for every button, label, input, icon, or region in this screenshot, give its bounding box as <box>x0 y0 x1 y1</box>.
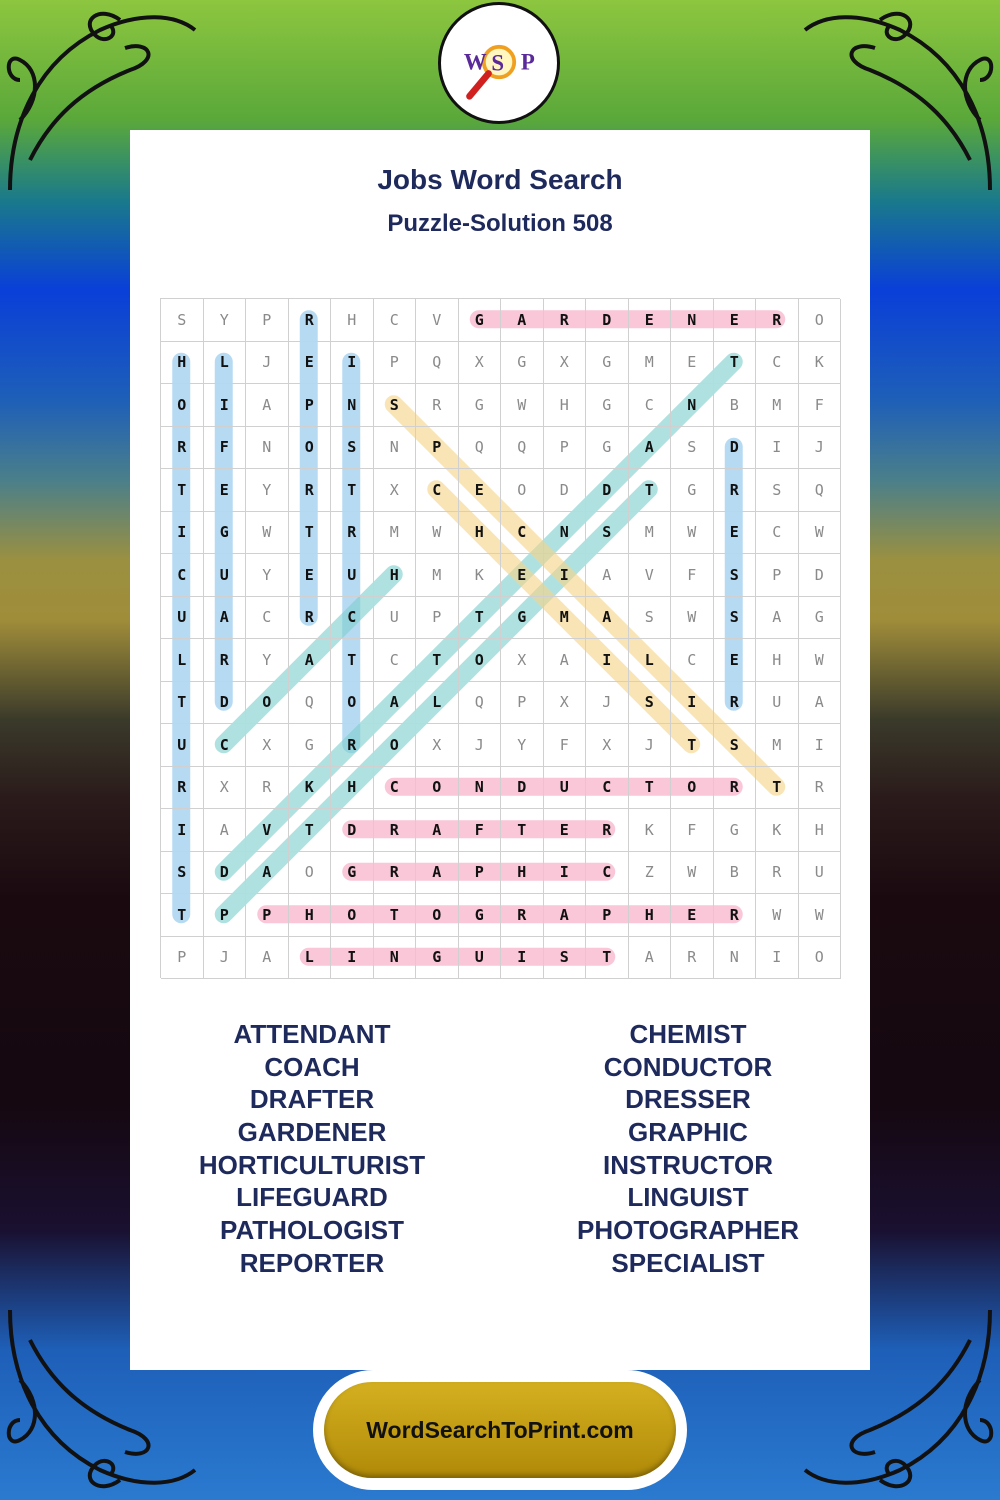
grid-cell[interactable]: F <box>459 809 502 852</box>
grid-cell[interactable]: M <box>756 384 799 427</box>
grid-cell[interactable]: A <box>629 427 672 470</box>
grid-cell[interactable]: K <box>459 554 502 597</box>
word-list-item: DRESSER <box>625 1084 751 1115</box>
grid-cell[interactable]: E <box>544 809 587 852</box>
grid-cell[interactable]: G <box>459 384 502 427</box>
grid-cell[interactable]: Q <box>289 682 332 725</box>
word-list-item: DRAFTER <box>249 1084 375 1115</box>
grid-cell[interactable]: T <box>501 809 544 852</box>
grid-cell[interactable]: O <box>331 682 374 725</box>
grid-cell[interactable]: S <box>714 554 757 597</box>
grid-cell[interactable]: C <box>756 342 799 385</box>
grid-cell[interactable]: W <box>799 639 842 682</box>
grid-cell[interactable]: A <box>204 597 247 640</box>
grid-cell[interactable]: P <box>289 384 332 427</box>
grid-cell[interactable]: B <box>714 384 757 427</box>
grid-cell[interactable]: H <box>374 554 417 597</box>
grid-cell[interactable]: S <box>629 597 672 640</box>
word-list-item: INSTRUCTOR <box>603 1149 773 1180</box>
grid-cell[interactable]: L <box>204 342 247 385</box>
grid-cell[interactable]: U <box>204 554 247 597</box>
grid-cell[interactable]: G <box>799 597 842 640</box>
grid-cell[interactable]: S <box>544 937 587 980</box>
grid-cell[interactable]: P <box>416 427 459 470</box>
grid-cell[interactable]: X <box>544 342 587 385</box>
grid-cell[interactable]: F <box>544 724 587 767</box>
grid-cell[interactable]: Z <box>629 852 672 895</box>
grid-cell[interactable]: R <box>544 299 587 342</box>
grid-cell[interactable]: N <box>714 937 757 980</box>
grid-cell[interactable]: P <box>586 894 629 937</box>
word-list-item: GARDENER <box>237 1117 387 1148</box>
grid-cell[interactable]: E <box>714 299 757 342</box>
grid-cell[interactable]: X <box>586 724 629 767</box>
grid-cell[interactable]: P <box>246 299 289 342</box>
grid-cell[interactable]: S <box>756 469 799 512</box>
grid-cell[interactable]: O <box>799 299 842 342</box>
grid-cell[interactable]: G <box>586 342 629 385</box>
grid-cell[interactable]: D <box>586 469 629 512</box>
grid-cell[interactable]: T <box>671 724 714 767</box>
grid-cell[interactable]: E <box>204 469 247 512</box>
grid-cell[interactable]: W <box>756 894 799 937</box>
grid-cell[interactable]: P <box>544 427 587 470</box>
grid-cell[interactable]: I <box>671 682 714 725</box>
grid-cell[interactable]: R <box>204 639 247 682</box>
grid-cell[interactable]: A <box>416 809 459 852</box>
grid-cell[interactable]: O <box>161 384 204 427</box>
grid-cell[interactable]: A <box>586 597 629 640</box>
grid-cell[interactable]: U <box>374 597 417 640</box>
grid-cell[interactable]: I <box>544 852 587 895</box>
grid-cell[interactable]: H <box>799 809 842 852</box>
grid-cell[interactable]: H <box>331 299 374 342</box>
grid-cell[interactable]: O <box>331 894 374 937</box>
grid-cell[interactable]: T <box>416 639 459 682</box>
grid-cell[interactable]: E <box>629 299 672 342</box>
grid-cell[interactable]: T <box>161 682 204 725</box>
grid-cell[interactable]: K <box>799 342 842 385</box>
grid-cell[interactable]: P <box>756 554 799 597</box>
grid-cell[interactable]: T <box>161 894 204 937</box>
grid-cell[interactable]: I <box>501 937 544 980</box>
grid-cell[interactable]: O <box>416 894 459 937</box>
grid-cell[interactable]: P <box>501 682 544 725</box>
grid-cell[interactable]: G <box>459 299 502 342</box>
grid-cell[interactable]: U <box>459 937 502 980</box>
grid-cell[interactable]: E <box>714 639 757 682</box>
grid-cell[interactable]: M <box>756 724 799 767</box>
site-link-button[interactable]: WordSearchToPrint.com <box>324 1382 676 1478</box>
grid-cell[interactable]: E <box>289 554 332 597</box>
grid-cell[interactable]: E <box>459 469 502 512</box>
grid-cell[interactable]: X <box>246 724 289 767</box>
grid-cell[interactable]: W <box>246 512 289 555</box>
grid-cell[interactable]: I <box>331 342 374 385</box>
grid-cell[interactable]: I <box>204 384 247 427</box>
grid-cell[interactable]: S <box>714 724 757 767</box>
grid-cell[interactable]: T <box>714 342 757 385</box>
grid-cell[interactable]: M <box>374 512 417 555</box>
grid-cell[interactable]: E <box>714 512 757 555</box>
grid-cell[interactable]: W <box>501 384 544 427</box>
grid-cell[interactable]: A <box>289 639 332 682</box>
grid-cell[interactable]: T <box>289 809 332 852</box>
logo-letter-w: W <box>463 49 487 75</box>
grid-cell[interactable]: W <box>671 597 714 640</box>
grid-cell[interactable]: R <box>416 384 459 427</box>
grid-cell[interactable]: E <box>501 554 544 597</box>
page-subtitle: Puzzle-Solution 508 <box>387 210 613 237</box>
logo-letter-s: S <box>491 50 505 76</box>
grid-cell[interactable]: S <box>586 512 629 555</box>
grid-cell[interactable]: K <box>629 809 672 852</box>
page-title: Jobs Word Search <box>377 164 623 195</box>
grid-cell[interactable]: X <box>501 639 544 682</box>
word-list-item: REPORTER <box>239 1247 385 1278</box>
grid-cell[interactable]: R <box>586 809 629 852</box>
grid-cell[interactable]: P <box>246 894 289 937</box>
grid-cell[interactable]: W <box>416 512 459 555</box>
grid-cell[interactable]: C <box>756 512 799 555</box>
grid-cell[interactable]: Q <box>501 427 544 470</box>
grid-cell[interactable]: H <box>544 384 587 427</box>
grid-cell[interactable]: T <box>331 639 374 682</box>
grid-cell[interactable]: C <box>586 767 629 810</box>
grid-cell[interactable]: R <box>756 299 799 342</box>
grid-cell[interactable]: R <box>671 937 714 980</box>
grid-cell[interactable]: W <box>671 512 714 555</box>
grid-cell[interactable]: C <box>374 767 417 810</box>
grid-cell[interactable]: X <box>459 342 502 385</box>
grid-cell[interactable]: S <box>161 852 204 895</box>
grid-cell[interactable]: U <box>331 554 374 597</box>
grid-cell[interactable]: J <box>204 937 247 980</box>
grid-cell[interactable]: T <box>289 512 332 555</box>
grid-cell[interactable]: D <box>586 299 629 342</box>
grid-cell[interactable]: D <box>544 469 587 512</box>
grid-cell[interactable]: A <box>799 682 842 725</box>
grid-cell[interactable]: M <box>416 554 459 597</box>
word-list-right <box>488 1018 888 1280</box>
grid-cell[interactable]: X <box>204 767 247 810</box>
grid-cell[interactable]: T <box>459 597 502 640</box>
grid-cell[interactable]: Q <box>459 682 502 725</box>
wsp-logo[interactable] <box>438 2 560 124</box>
grid-cell[interactable]: F <box>671 554 714 597</box>
grid-cell[interactable]: M <box>629 342 672 385</box>
word-list-item: COACH <box>264 1051 360 1082</box>
grid-cell[interactable]: R <box>799 767 842 810</box>
grid-cell[interactable]: H <box>629 894 672 937</box>
grid-cell[interactable]: H <box>501 852 544 895</box>
grid-cell[interactable]: R <box>374 852 417 895</box>
grid-cell[interactable]: A <box>544 639 587 682</box>
grid-cell[interactable]: G <box>331 852 374 895</box>
grid-cell[interactable]: E <box>671 894 714 937</box>
grid-cell[interactable]: T <box>374 894 417 937</box>
grid-cell[interactable]: C <box>374 299 417 342</box>
grid-cell[interactable]: R <box>289 597 332 640</box>
grid-cell[interactable]: D <box>204 852 247 895</box>
grid-cell[interactable]: K <box>289 767 332 810</box>
grid-cell[interactable]: N <box>544 512 587 555</box>
grid-cell[interactable]: A <box>374 682 417 725</box>
grid-cell[interactable]: F <box>799 384 842 427</box>
grid-cell[interactable]: L <box>629 639 672 682</box>
grid-cell[interactable]: J <box>629 724 672 767</box>
letter-grid <box>160 298 840 978</box>
grid-cell[interactable]: U <box>544 767 587 810</box>
grid-cell[interactable]: C <box>246 597 289 640</box>
grid-cell[interactable]: R <box>714 767 757 810</box>
grid-cell[interactable]: R <box>714 469 757 512</box>
grid-cell[interactable]: N <box>671 384 714 427</box>
grid-cell[interactable]: G <box>501 597 544 640</box>
grid-cell[interactable]: A <box>629 937 672 980</box>
word-search-grid <box>160 298 840 978</box>
grid-cell[interactable]: L <box>416 682 459 725</box>
word-list-item: ATTENDANT <box>233 1019 391 1049</box>
grid-cell[interactable]: H <box>756 639 799 682</box>
grid-cell[interactable]: R <box>714 682 757 725</box>
grid-cell[interactable]: Y <box>246 639 289 682</box>
grid-cell[interactable]: R <box>501 894 544 937</box>
grid-cell[interactable]: N <box>246 427 289 470</box>
grid-cell[interactable]: D <box>331 809 374 852</box>
grid-cell[interactable]: C <box>671 639 714 682</box>
grid-cell[interactable]: P <box>161 937 204 980</box>
grid-cell[interactable]: G <box>586 384 629 427</box>
grid-cell[interactable]: R <box>161 767 204 810</box>
grid-cell[interactable]: S <box>161 299 204 342</box>
grid-cell[interactable]: C <box>331 597 374 640</box>
grid-cell[interactable]: A <box>204 809 247 852</box>
grid-cell[interactable]: I <box>544 554 587 597</box>
grid-cell[interactable]: Y <box>501 724 544 767</box>
grid-cell[interactable]: E <box>289 342 332 385</box>
grid-cell[interactable]: T <box>586 937 629 980</box>
grid-cell[interactable]: I <box>161 512 204 555</box>
grid-cell[interactable]: J <box>586 682 629 725</box>
grid-cell[interactable]: Y <box>204 299 247 342</box>
grid-cell[interactable]: U <box>161 597 204 640</box>
grid-cell[interactable]: G <box>459 894 502 937</box>
grid-cell[interactable]: O <box>799 937 842 980</box>
grid-cell[interactable]: N <box>331 384 374 427</box>
word-list-item: SPECIALIST <box>611 1247 765 1278</box>
grid-cell[interactable]: R <box>161 427 204 470</box>
grid-cell[interactable]: L <box>161 639 204 682</box>
grid-cell[interactable]: Q <box>459 427 502 470</box>
grid-cell[interactable]: V <box>629 554 672 597</box>
grid-cell[interactable]: D <box>204 682 247 725</box>
grid-cell[interactable]: M <box>629 512 672 555</box>
grid-cell[interactable]: G <box>501 342 544 385</box>
grid-cell[interactable]: D <box>501 767 544 810</box>
grid-cell[interactable]: H <box>331 767 374 810</box>
grid-cell[interactable]: G <box>671 469 714 512</box>
grid-cell[interactable]: F <box>204 427 247 470</box>
grid-cell[interactable]: R <box>714 894 757 937</box>
grid-cell[interactable]: R <box>289 299 332 342</box>
grid-cell[interactable]: C <box>501 512 544 555</box>
grid-cell[interactable]: P <box>459 852 502 895</box>
grid-cell[interactable]: Y <box>246 554 289 597</box>
grid-cell[interactable]: O <box>374 724 417 767</box>
grid-cell[interactable]: X <box>374 469 417 512</box>
grid-cell[interactable]: I <box>799 724 842 767</box>
grid-cell[interactable]: R <box>756 852 799 895</box>
grid-cell[interactable]: R <box>331 512 374 555</box>
grid-cell[interactable]: N <box>671 299 714 342</box>
grid-cell[interactable]: I <box>756 937 799 980</box>
word-list-item: GRAPHIC <box>628 1117 748 1148</box>
grid-cell[interactable]: T <box>161 469 204 512</box>
grid-cell[interactable]: A <box>416 852 459 895</box>
word-list-left <box>112 1018 512 1280</box>
logo-letter-p: P <box>520 49 535 75</box>
grid-cell[interactable]: I <box>756 427 799 470</box>
grid-cell[interactable]: M <box>544 597 587 640</box>
grid-cell[interactable]: G <box>714 809 757 852</box>
grid-cell[interactable]: T <box>756 767 799 810</box>
grid-cell[interactable]: G <box>204 512 247 555</box>
grid-cell[interactable]: Q <box>799 469 842 512</box>
grid-cell[interactable]: N <box>374 427 417 470</box>
grid-cell[interactable]: A <box>246 937 289 980</box>
grid-cell[interactable]: N <box>374 937 417 980</box>
grid-cell[interactable]: W <box>799 894 842 937</box>
grid-cell[interactable]: O <box>671 767 714 810</box>
grid-cell[interactable]: H <box>161 342 204 385</box>
grid-cell[interactable]: V <box>416 299 459 342</box>
grid-cell[interactable]: J <box>799 427 842 470</box>
grid-cell[interactable]: R <box>289 469 332 512</box>
grid-cell[interactable]: U <box>161 724 204 767</box>
grid-cell[interactable]: U <box>756 682 799 725</box>
grid-cell[interactable]: S <box>331 427 374 470</box>
grid-cell[interactable]: A <box>246 852 289 895</box>
grid-cell[interactable]: X <box>416 724 459 767</box>
grid-cell[interactable]: A <box>756 597 799 640</box>
grid-cell[interactable]: F <box>671 809 714 852</box>
word-list-item: HORTICULTURIST <box>198 1149 426 1180</box>
grid-cell[interactable]: S <box>671 427 714 470</box>
grid-cell[interactable]: O <box>459 639 502 682</box>
grid-cell[interactable]: C <box>586 852 629 895</box>
word-list-item: PHOTOGRAPHER <box>577 1215 799 1246</box>
grid-cell[interactable]: S <box>374 384 417 427</box>
grid-cell[interactable]: H <box>459 512 502 555</box>
grid-cell[interactable]: D <box>799 554 842 597</box>
grid-cell[interactable]: C <box>374 639 417 682</box>
grid-cell[interactable]: G <box>289 724 332 767</box>
grid-cell[interactable]: R <box>374 809 417 852</box>
grid-cell[interactable]: R <box>246 767 289 810</box>
grid-cell[interactable]: O <box>501 469 544 512</box>
grid-cell[interactable]: U <box>799 852 842 895</box>
grid-cell[interactable]: Y <box>246 469 289 512</box>
grid-cell[interactable]: O <box>289 427 332 470</box>
grid-cell[interactable]: C <box>416 469 459 512</box>
grid-cell[interactable]: L <box>289 937 332 980</box>
grid-cell[interactable]: D <box>714 427 757 470</box>
grid-cell[interactable]: G <box>586 427 629 470</box>
grid-cell[interactable]: K <box>756 809 799 852</box>
grid-cell[interactable]: Q <box>416 342 459 385</box>
grid-cell[interactable]: S <box>629 682 672 725</box>
grid-cell[interactable]: O <box>289 852 332 895</box>
grid-cell[interactable]: H <box>289 894 332 937</box>
word-list-item: CHEMIST <box>629 1019 747 1049</box>
word-list-item: CONDUCTOR <box>603 1051 773 1082</box>
grid-cell[interactable]: W <box>671 852 714 895</box>
grid-cell[interactable]: O <box>416 767 459 810</box>
grid-cell[interactable]: R <box>331 724 374 767</box>
grid-cell[interactable]: N <box>459 767 502 810</box>
grid-cell[interactable]: P <box>374 342 417 385</box>
grid-cell[interactable]: P <box>416 597 459 640</box>
grid-cell[interactable]: I <box>586 639 629 682</box>
grid-cell[interactable]: A <box>246 384 289 427</box>
grid-cell[interactable]: B <box>714 852 757 895</box>
grid-cell[interactable]: T <box>331 469 374 512</box>
word-list-item: PATHOLOGIST <box>220 1215 404 1246</box>
grid-cell[interactable]: J <box>459 724 502 767</box>
grid-cell[interactable]: A <box>586 554 629 597</box>
grid-cell[interactable]: C <box>204 724 247 767</box>
grid-cell[interactable]: V <box>246 809 289 852</box>
grid-cell[interactable]: C <box>161 554 204 597</box>
grid-cell[interactable]: A <box>544 894 587 937</box>
word-list-item: LINGUIST <box>627 1182 749 1213</box>
grid-cell[interactable]: J <box>246 342 289 385</box>
grid-cell[interactable]: I <box>161 809 204 852</box>
grid-cell[interactable]: C <box>629 384 672 427</box>
grid-cell[interactable]: A <box>501 299 544 342</box>
grid-cell[interactable]: I <box>331 937 374 980</box>
grid-cell[interactable]: W <box>799 512 842 555</box>
grid-cell[interactable]: O <box>246 682 289 725</box>
grid-cell[interactable]: X <box>544 682 587 725</box>
grid-cell[interactable]: G <box>416 937 459 980</box>
grid-cell[interactable]: S <box>714 597 757 640</box>
word-list-item: LIFEGUARD <box>236 1182 388 1213</box>
grid-cell[interactable]: E <box>671 342 714 385</box>
grid-cell[interactable]: T <box>629 767 672 810</box>
grid-cell[interactable]: T <box>629 469 672 512</box>
grid-cell[interactable]: P <box>204 894 247 937</box>
